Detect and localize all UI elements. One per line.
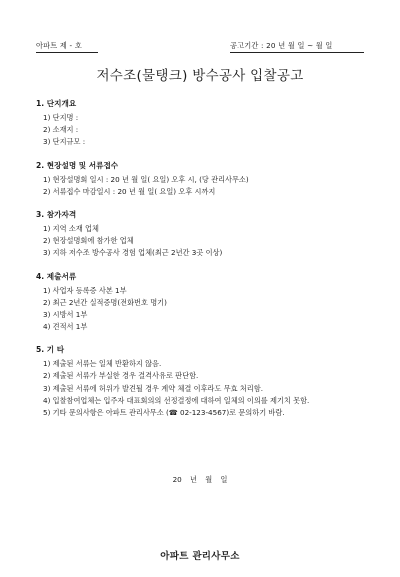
section-heading: 3. 참가자격 xyxy=(36,209,77,219)
page-title: 저수조(물탱크) 방수공사 입찰공고 xyxy=(96,68,304,84)
issuer-name: 아파트 관리사무소 xyxy=(160,551,240,562)
section-other xyxy=(36,344,376,419)
list-item: 2) 소재지 : xyxy=(43,125,79,135)
list-item: 3) 단지규모 : xyxy=(43,137,86,147)
list-item: 1) 지역 소재 업체 xyxy=(43,223,99,233)
section-heading: 1. 단지개요 xyxy=(36,99,77,108)
list-item: 1) 사업자 등록증 사본 1부 xyxy=(43,285,127,295)
list-item: 2) 최근 2년간 실적증명(전화번호 명기) xyxy=(43,297,167,307)
section-documents xyxy=(36,271,376,334)
list-item: 4) 견적서 1부 xyxy=(43,322,88,332)
list-item: 3) 제출된 서류에 허위가 발견될 경우 계약 체결 이후라도 무효 처리함. xyxy=(43,383,263,393)
list-item: 5) 기타 문의사항은 아파트 관리사무소 (☎ 02-123-4567)로 문의하기 바람. xyxy=(43,408,285,417)
list-item: 1) 제출된 서류는 일체 반환하지 않음. xyxy=(43,359,162,369)
list-item: 4) 입찰참여업체는 입주자 대표회의의 선정결정에 대하여 일체의 이의를 제기치 못함. xyxy=(43,395,310,405)
document-number: 아파트 제 - 호 xyxy=(36,41,98,53)
list-item: 2) 현장설명회에 참가한 업체 xyxy=(43,236,134,246)
section-eligibility xyxy=(36,209,376,260)
notice-period: 공고기간 : 20 년 월 일 ~ 월 일 xyxy=(230,41,364,53)
section-heading: 2. 현장설명 및 서류접수 xyxy=(36,160,119,170)
list-item: 1) 현장설명회 일시 : 20 년 월 일( 요일) 오후 시, (당 관리사무소) xyxy=(43,174,249,184)
list-item: 2) 제출된 서류가 부실한 경우 결격사유로 판단함. xyxy=(43,371,199,381)
list-item: 2) 서류접수 마감일시 : 20 년 월 일( 요일) 오후 시까지 xyxy=(43,186,216,196)
section-complex-overview xyxy=(36,98,376,149)
notice-body xyxy=(36,98,376,430)
section-heading: 4. 제출서류 xyxy=(36,271,77,281)
list-item: 1) 단지명 : xyxy=(43,113,79,122)
list-item: 3) 시방서 1부 xyxy=(43,309,88,319)
section-heading: 5. 기 타 xyxy=(36,345,65,355)
section-site-briefing xyxy=(36,160,376,198)
signature-date: 20 년 월 일 xyxy=(172,475,228,484)
list-item: 3) 지하 저수조 방수공사 경험 업체(최근 2년간 3곳 이상) xyxy=(43,248,223,258)
